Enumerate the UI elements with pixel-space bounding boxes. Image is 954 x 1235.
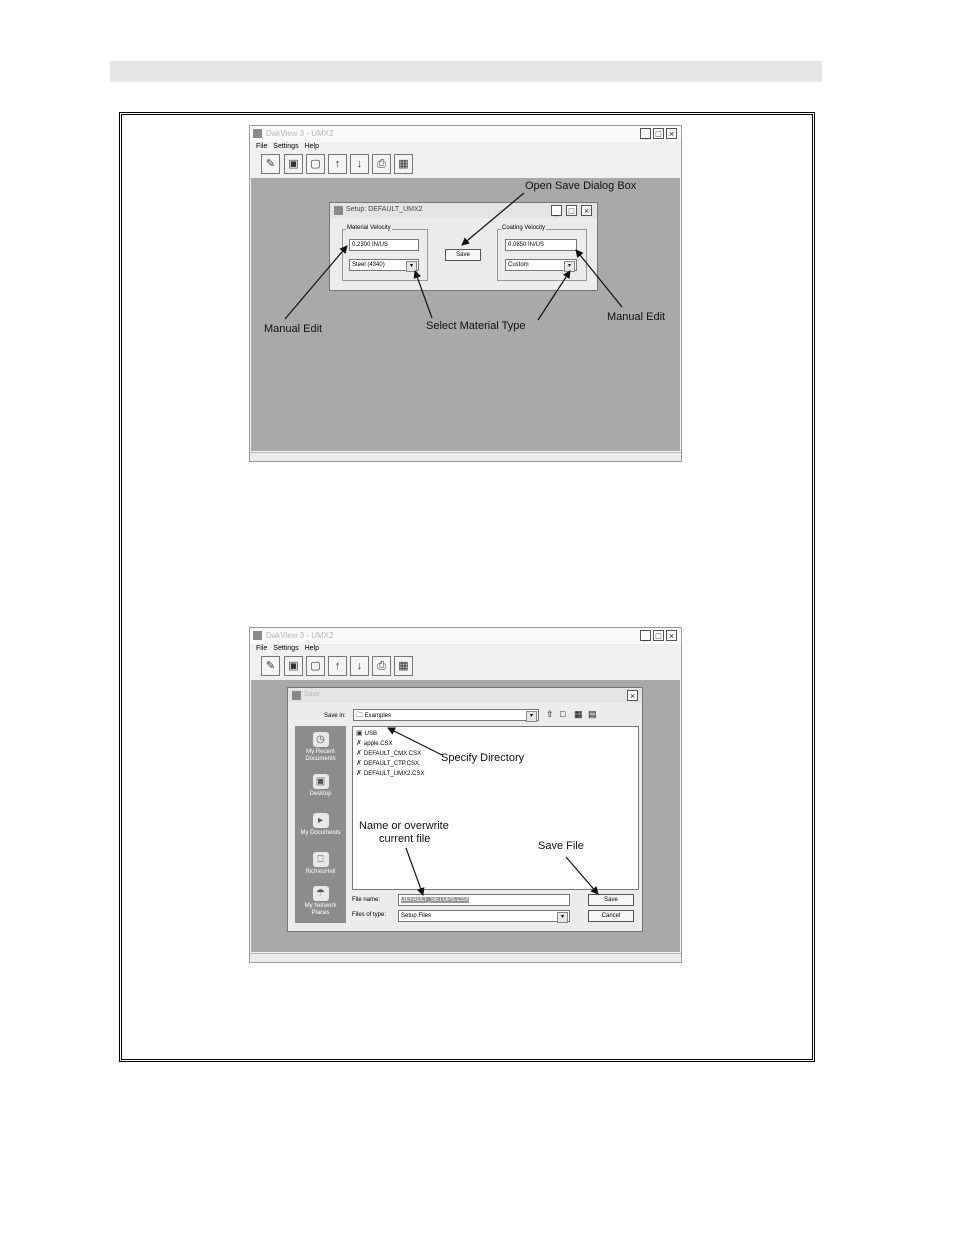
print-icon[interactable]: ⎙ — [372, 154, 391, 174]
place-network[interactable]: ☂ My Network Places — [304, 888, 337, 916]
place-desktop[interactable]: ▣ Desktop — [309, 776, 332, 797]
upload-icon[interactable]: ↑ — [328, 656, 347, 676]
chevron-down-icon[interactable]: ▾ — [406, 261, 417, 272]
list-item[interactable]: ✗ DEFAULT_CMX.CSX — [356, 750, 422, 757]
maximize-button[interactable]: □ — [653, 128, 664, 139]
setup-file-icon: ✗ — [356, 740, 362, 747]
folder-icon: ▣ — [356, 730, 363, 737]
menu-settings[interactable]: Settings — [273, 143, 299, 150]
up-folder-icon[interactable]: ⇧ — [546, 709, 554, 719]
coating-velocity-label: Coating Velocity — [502, 225, 546, 231]
annotation-manual-edit-left: Manual Edit — [264, 323, 323, 335]
minimize-button[interactable]: _ — [640, 128, 651, 139]
annotation-select-material-type: Select Material Type — [426, 320, 526, 332]
calculator-icon[interactable]: ▦ — [394, 154, 413, 174]
menu-file[interactable]: File — [256, 143, 268, 150]
details-icon[interactable]: ▤ — [588, 709, 597, 719]
arrow-open-save — [462, 193, 524, 245]
setup-dialog-title: Setup: DEFAULT_UMX2 — [346, 206, 423, 213]
arrow-name-or-overwrite — [406, 848, 423, 895]
window-title: DakView 3 - UMX2 — [266, 129, 334, 138]
save-in-value: Examples — [364, 713, 392, 719]
close-button[interactable]: × — [666, 630, 677, 641]
annotation-name-or-overwrite: Name or overwrite — [359, 820, 449, 832]
material-velocity-label: Material Velocity — [347, 225, 391, 231]
material-type-value: Steel (4340) — [352, 262, 385, 268]
place-computer[interactable]: ⎕ RichiesHell — [305, 854, 336, 875]
annotation-manual-edit-right: Manual Edit — [607, 311, 666, 323]
open-icon[interactable]: ▣ — [284, 656, 303, 676]
coating-type-value: Custom — [508, 262, 529, 268]
arrow-select-material-left — [415, 271, 432, 318]
file-type-value: Setup Files — [401, 913, 432, 919]
calculator-icon[interactable]: ▦ — [394, 656, 413, 676]
annotation-specify-directory: Specify Directory — [441, 752, 525, 764]
material-velocity-input[interactable]: 0.2300 IN/US — [349, 239, 419, 251]
coating-velocity-input[interactable]: 0.0850 IN/US — [505, 239, 577, 251]
annotation-open-save-dialog: Open Save Dialog Box — [525, 180, 637, 192]
computer-icon: ⎕ — [313, 852, 329, 867]
view-menu-icon[interactable]: ▦ — [574, 709, 583, 719]
close-button[interactable]: × — [666, 128, 677, 139]
new-folder-icon[interactable]: □ — [560, 709, 566, 719]
my-documents-icon: ▸ — [313, 813, 329, 828]
folder-icon: 🗀 — [356, 712, 363, 719]
setup-minimize-button[interactable]: _ — [551, 205, 562, 216]
setup-file-icon: ✗ — [356, 750, 362, 757]
save-dialog-close-button[interactable]: × — [627, 690, 638, 701]
maximize-button[interactable]: □ — [653, 630, 664, 641]
annotation-save-file: Save File — [538, 840, 584, 852]
list-item[interactable]: ✗ DEFAULT_CTP.CSX — [356, 760, 420, 767]
save-in-label: Save in: — [324, 713, 346, 719]
list-item[interactable]: ▣ USB — [356, 730, 377, 737]
save-icon[interactable]: ▢ — [306, 154, 325, 174]
save-icon[interactable]: ▢ — [306, 656, 325, 676]
arrow-save-file — [566, 857, 598, 894]
file-type-label: Files of type: — [352, 912, 387, 918]
save-button[interactable]: Save — [445, 249, 481, 261]
menu-help[interactable]: Help — [304, 143, 319, 150]
setup-file-icon: ✗ — [356, 770, 362, 777]
cancel-button[interactable]: Cancel — [588, 910, 634, 922]
list-item[interactable]: ✗ DEFAULT_UMX2.CSX — [356, 770, 425, 777]
download-icon[interactable]: ↓ — [350, 656, 369, 676]
recent-documents-icon: ◷ — [313, 732, 329, 747]
window-title: DakView 3 - UMX2 — [266, 631, 334, 640]
arrow-select-material-right — [538, 271, 570, 320]
arrow-manual-edit-right — [576, 250, 622, 307]
new-setup-icon[interactable]: ✎ — [261, 154, 280, 174]
minimize-button[interactable]: _ — [640, 630, 651, 641]
desktop-icon: ▣ — [313, 774, 329, 789]
chevron-down-icon[interactable]: ▾ — [526, 711, 537, 722]
place-my-documents[interactable]: ▸ My Documents — [300, 815, 341, 836]
save-file-button[interactable]: Save — [588, 894, 634, 906]
place-recent-documents[interactable]: ◷ My Recent Documents — [305, 734, 336, 762]
setup-maximize-button[interactable]: □ — [566, 205, 577, 216]
menu-settings[interactable]: Settings — [273, 645, 299, 652]
network-places-icon: ☂ — [313, 886, 329, 901]
open-icon[interactable]: ▣ — [284, 154, 303, 174]
download-icon[interactable]: ↓ — [350, 154, 369, 174]
list-item[interactable]: ✗ apple.CSX — [356, 740, 393, 747]
new-setup-icon[interactable]: ✎ — [261, 656, 280, 676]
menu-help[interactable]: Help — [304, 645, 319, 652]
arrow-specify-directory — [388, 728, 442, 755]
file-name-value: DEFAULT_SETUPS.CSX — [401, 897, 469, 903]
annotation-current-file: current file — [379, 833, 431, 845]
chevron-down-icon[interactable]: ▾ — [557, 912, 568, 923]
setup-file-icon: ✗ — [356, 760, 362, 767]
setup-close-button[interactable]: × — [581, 205, 592, 216]
file-name-label: File name: — [352, 897, 381, 903]
upload-icon[interactable]: ↑ — [328, 154, 347, 174]
arrow-manual-edit-left — [285, 246, 347, 319]
save-dialog-title: Save — [304, 691, 320, 698]
menu-file[interactable]: File — [256, 645, 268, 652]
print-icon[interactable]: ⎙ — [372, 656, 391, 676]
chevron-down-icon[interactable]: ▾ — [564, 261, 575, 272]
